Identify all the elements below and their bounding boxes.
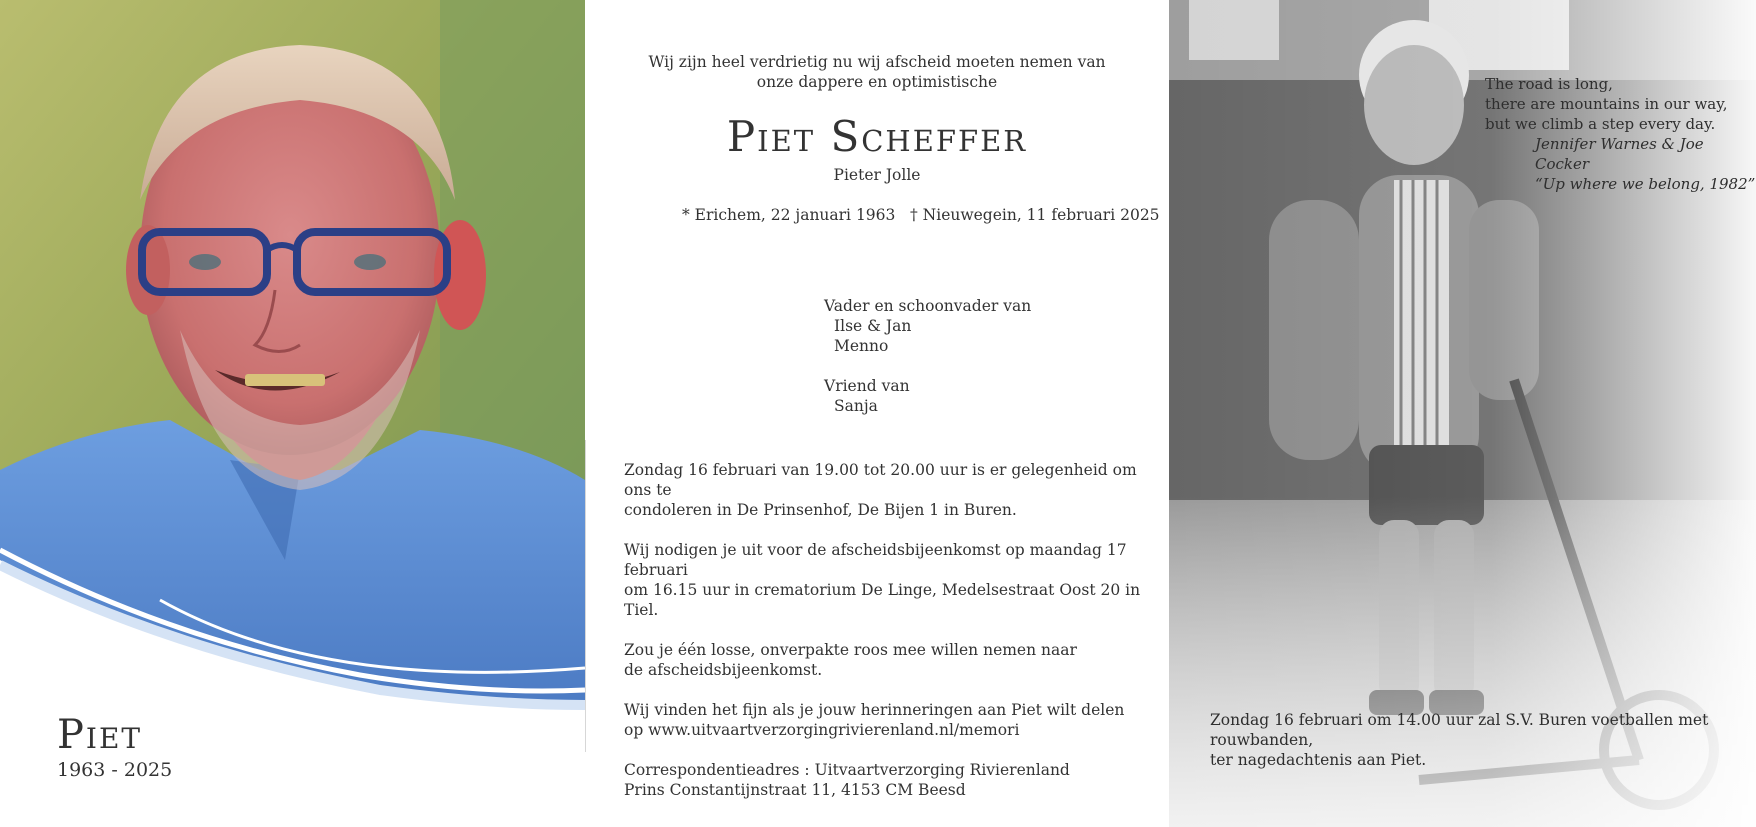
quote-line: but we climb a step every day. — [1485, 115, 1716, 133]
nickname: Pieter Jolle — [833, 166, 921, 184]
announcement-body — [624, 460, 1144, 820]
child-name: Ilse & Jan — [834, 317, 912, 335]
line: Zou je één losse, onverpakte roos mee willen nemen naar — [624, 641, 1077, 659]
short-name: Piet — [57, 712, 143, 758]
football-note — [1210, 710, 1750, 770]
song-quote — [1485, 74, 1756, 194]
line: Zondag 16 februari van 19.00 tot 20.00 uur is er gelegenheid om ons te — [624, 461, 1137, 499]
paragraph-condolence — [624, 460, 1144, 520]
paragraph-rose — [624, 640, 1144, 680]
paragraph-farewell — [624, 540, 1144, 620]
father-of-label: Vader en schoonvader van — [824, 297, 1032, 315]
website-link[interactable]: op www.uitvaartverzorgingrivierenland.nl/memori — [624, 721, 1020, 739]
line: om 16.15 uur in crematorium De Linge, Medelsestraat Oost 20 in Tiel. — [624, 581, 1141, 619]
child-name: Menno — [834, 337, 889, 355]
full-name: Piet Scheffer — [726, 112, 1028, 161]
line: condoleren in De Prinsenhof, De Bijen 1 in Buren. — [624, 501, 1017, 519]
right-panel — [1169, 0, 1756, 827]
line: Correspondentieadres : Uitvaartverzorging Rivierenland — [624, 761, 1070, 779]
portrait-photo — [0, 0, 585, 720]
quote-line: there are mountains in our way, — [1485, 95, 1728, 113]
paragraph-address — [624, 760, 1144, 800]
intro-text — [585, 52, 1169, 92]
family-list — [824, 296, 1031, 416]
birth-info: * Erichem, 22 januari 1963 — [682, 206, 896, 224]
left-panel — [0, 0, 585, 827]
line: Wij nodigen je uit voor de afscheidsbijeenkomst op maandag 17 februari — [624, 541, 1127, 579]
paragraph-memories — [624, 700, 1144, 740]
intro-line-2: onze dappere en optimistische — [756, 73, 998, 91]
line: Prins Constantijnstraat 11, 4153 CM Beesd — [624, 781, 966, 799]
note-line: ter nagedachtenis aan Piet. — [1210, 751, 1427, 769]
divider — [585, 440, 586, 752]
friend-name: Sanja — [834, 397, 878, 415]
line: de afscheidsbijeenkomst. — [624, 661, 823, 679]
life-years: 1963 - 2025 — [57, 759, 173, 781]
friend-of-label: Vriend van — [824, 377, 910, 395]
quote-line: The road is long, — [1485, 75, 1613, 93]
quote-source: “Up where we belong, 1982” — [1535, 175, 1756, 193]
middle-panel — [585, 0, 1169, 827]
note-line: Zondag 16 februari om 14.00 uur zal S.V. Buren voetballen met rouwbanden, — [1210, 711, 1709, 749]
death-info: † Nieuwegein, 11 februari 2025 — [910, 206, 1160, 224]
intro-line-1: Wij zijn heel verdrietig nu wij afscheid moeten nemen van — [648, 53, 1106, 71]
quote-author: Jennifer Warnes & Joe Cocker — [1535, 135, 1704, 173]
line: Wij vinden het fijn als je jouw herinneringen aan Piet wilt delen — [624, 701, 1125, 719]
